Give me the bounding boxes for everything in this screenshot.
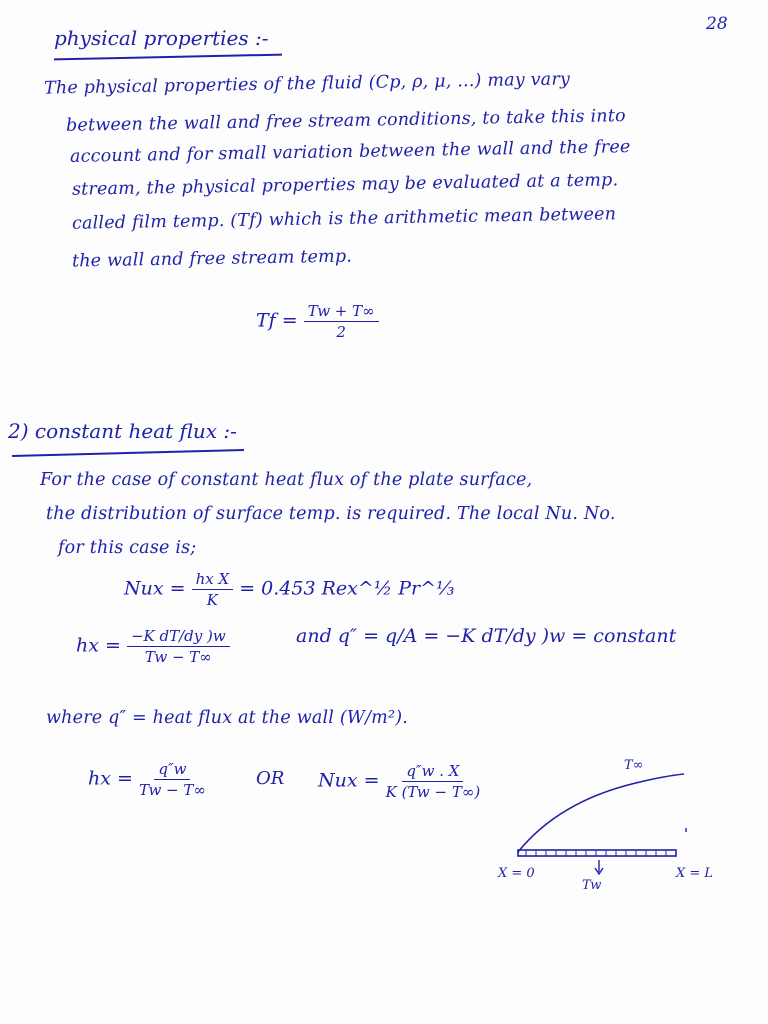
text-line: The physical properties of the fluid (Cp, ρ, μ, ...) may vary (43, 69, 571, 99)
text-line: stream, the physical properties may be evaluated at a temp. (71, 170, 619, 200)
text-line: called film temp. (Tf) which is the arithmetic mean between (71, 204, 617, 234)
plate-hatching (526, 850, 666, 856)
heading-underline (54, 54, 282, 61)
fraction (192, 570, 234, 609)
fraction (127, 627, 230, 666)
heated-plate (518, 850, 676, 856)
text-line: the wall and free stream temp. (71, 246, 353, 272)
numerator: hx X (192, 570, 234, 590)
hx-flux-equation (88, 760, 206, 799)
denominator: Tw − T∞ (138, 781, 206, 799)
text-line: between the wall and free stream conditions, to take this into (65, 106, 626, 136)
hx-equation (76, 627, 230, 666)
where-definition: where q″ = heat flux at the wall (W/m²). (46, 708, 408, 728)
x-zero-label: X = 0 (498, 866, 535, 881)
nusselt-equation (124, 570, 454, 609)
equation-lhs: Nux = (124, 577, 186, 600)
section-heading-constant-heat-flux: 2) constant heat flux :- (8, 419, 237, 443)
equation-rhs: = 0.453 Rex^½ Pr^⅓ (239, 577, 455, 600)
nusselt-flux-equation (318, 762, 480, 801)
text-line: For the case of constant heat flux of the plate surface, (40, 470, 533, 490)
numerator: q″w . X (402, 762, 463, 782)
fraction (386, 762, 481, 801)
fraction (139, 760, 206, 799)
temperature-profile-curve (518, 774, 684, 852)
denominator: K (Tw − T∞) (385, 783, 481, 801)
film-temp-equation (256, 302, 379, 341)
text-line: account and for small variation between the wall and the free (69, 137, 631, 167)
t-infinity-label: T∞ (624, 758, 644, 773)
equation-lhs: Nux = (318, 769, 380, 792)
text-line: the distribution of surface temp. is required. The local Nu. No. (46, 504, 616, 524)
denominator: K (206, 591, 218, 609)
denominator: Tw − T∞ (144, 648, 212, 666)
page-number: 28 (706, 14, 728, 34)
heading-underline (12, 449, 244, 457)
or-label: OR (256, 768, 285, 789)
heat-flux-equation: and q″ = q/A = −K dT/dy )w = constant (296, 625, 677, 647)
text-line: for this case is; (58, 538, 197, 558)
numerator: −K dT/dy )w (127, 627, 230, 647)
x-length-label: X = L (676, 866, 714, 881)
equation-lhs: hx = (76, 634, 121, 657)
numerator: q″w (154, 760, 190, 780)
denominator: 2 (336, 323, 346, 341)
fraction (304, 302, 379, 341)
equation-lhs: Tf = (256, 309, 298, 332)
plate-temperature-sketch (500, 760, 700, 880)
numerator: Tw + T∞ (304, 302, 379, 322)
tw-label: Tw (582, 878, 602, 893)
section-heading-physical-properties: physical properties :- (54, 26, 269, 50)
equation-lhs: hx = (88, 767, 133, 790)
